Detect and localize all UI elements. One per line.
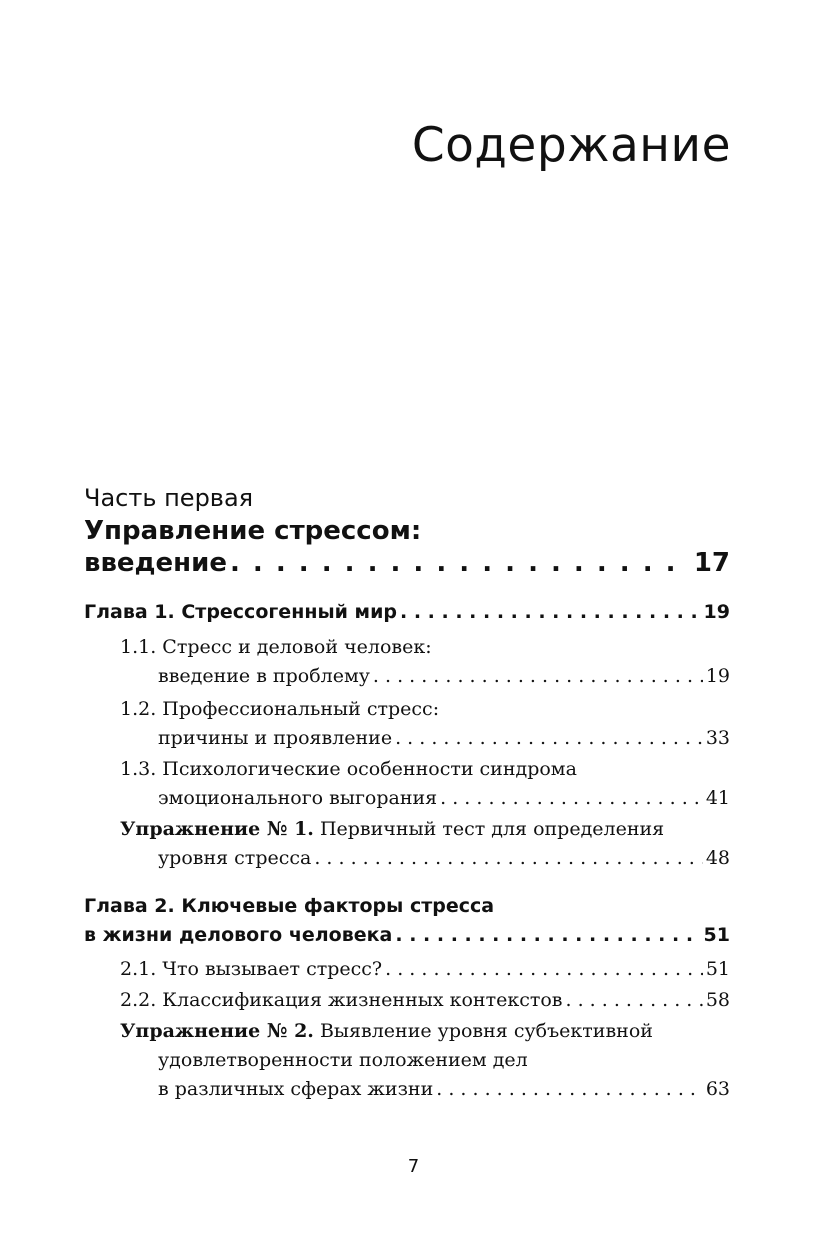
exercise-title-line3: в различных сферах жизни xyxy=(158,1078,434,1100)
toc-chapter-1[interactable] xyxy=(84,601,730,623)
dot-leader xyxy=(566,989,703,1011)
exercise-label: Упражнение № 2. xyxy=(120,1020,314,1042)
page-ref: 33 xyxy=(705,727,730,749)
toc-chapter-2-line1: Глава 2. Ключевые факторы стресса xyxy=(84,895,495,917)
page-ref: 63 xyxy=(705,1078,730,1100)
toc-entry-2-2[interactable] xyxy=(120,989,730,1011)
chapter-title: в жизни делового человека xyxy=(84,924,393,946)
page-title: Содержание xyxy=(411,118,731,173)
dot-leader xyxy=(436,1078,703,1100)
entry-title: 2.2. Классификация жизненных контекстов xyxy=(120,989,563,1011)
toc-exercise-2-line2: удовлетворенности положением дел xyxy=(158,1049,528,1071)
toc-part-entry[interactable] xyxy=(84,548,730,578)
toc-exercise-2-line1 xyxy=(120,1020,653,1042)
part-title-line1: Управление стрессом: xyxy=(84,516,422,546)
toc-entry-1-3[interactable] xyxy=(158,787,730,809)
entry-title: 2.1. Что вызывает стресс? xyxy=(120,958,383,980)
dot-leader xyxy=(314,847,702,869)
exercise-title-line1: Выявление уровня субъективной xyxy=(319,1020,653,1042)
toc-entry-1-1[interactable] xyxy=(158,665,730,687)
page-ref: 51 xyxy=(705,958,730,980)
page-ref: 19 xyxy=(705,665,730,687)
page-ref: 19 xyxy=(703,601,730,623)
dot-leader xyxy=(395,924,700,946)
dot-leader xyxy=(400,601,701,623)
entry-title: причины и проявление xyxy=(158,727,393,749)
toc-entry-1-2-line1: 1.2. Профессиональный стресс: xyxy=(120,698,440,720)
toc-exercise-2[interactable] xyxy=(158,1078,730,1100)
page-ref: 41 xyxy=(705,787,730,809)
exercise-title-line1: Первичный тест для определения xyxy=(319,818,665,840)
page-number: 7 xyxy=(407,1156,420,1177)
dot-leader xyxy=(373,665,703,687)
toc-exercise-1[interactable] xyxy=(158,847,730,869)
toc-entry-1-1-line1: 1.1. Стресс и деловой человек: xyxy=(120,636,432,658)
toc-entry-2-1[interactable] xyxy=(120,958,730,980)
toc-entry-1-2[interactable] xyxy=(158,727,730,749)
page-ref: 51 xyxy=(703,924,730,946)
toc-entry-1-3-line1: 1.3. Психологические особенности синдрома xyxy=(120,758,577,780)
entry-title: введение в проблему xyxy=(158,665,370,687)
exercise-label: Упражнение № 1. xyxy=(120,818,314,840)
part-title-line2: введение xyxy=(84,548,227,578)
toc-chapter-2[interactable] xyxy=(84,924,730,946)
chapter-title: Глава 1. Стрессогенный мир xyxy=(84,601,397,623)
dot-leader xyxy=(395,727,703,749)
page-ref: 17 xyxy=(693,548,730,578)
page-ref: 58 xyxy=(705,989,730,1011)
part-label: Часть первая xyxy=(84,484,254,512)
entry-title: эмоционального выгорания xyxy=(158,787,438,809)
exercise-title-line2: уровня стресса xyxy=(158,847,312,869)
dot-leader xyxy=(440,787,703,809)
dot-leader xyxy=(230,548,691,578)
page-ref: 48 xyxy=(705,847,730,869)
toc-exercise-1-line1 xyxy=(120,818,664,840)
dot-leader xyxy=(385,958,703,980)
